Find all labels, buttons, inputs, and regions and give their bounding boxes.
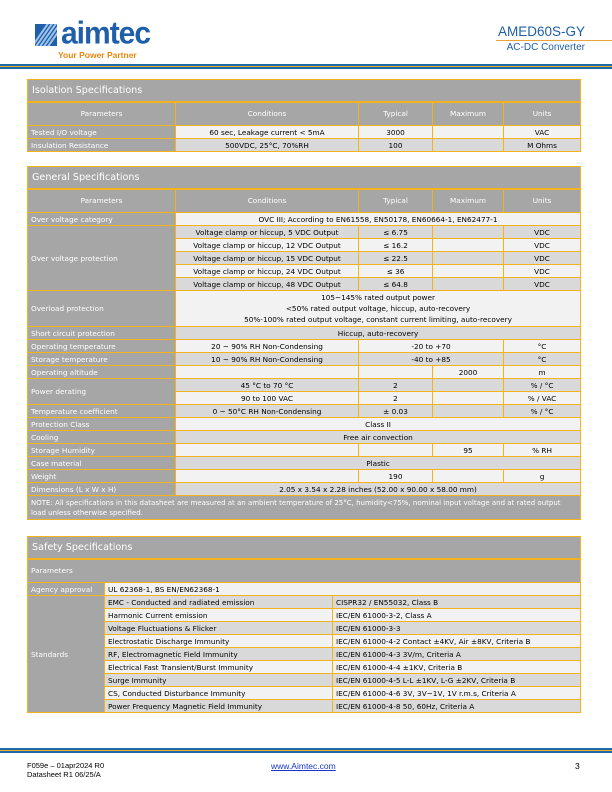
maximum-cell	[433, 265, 504, 278]
test-cell: Voltage Fluctuations & Flicker	[105, 622, 333, 635]
maximum-cell	[433, 126, 504, 139]
maximum-cell	[433, 278, 504, 291]
table-row	[28, 405, 581, 418]
table-row	[28, 700, 581, 713]
param-label: Cooling	[28, 431, 176, 444]
overload-line: 105~145% rated output power	[321, 293, 435, 302]
typical-cell	[359, 366, 433, 379]
param-label: Temperature coefficient	[28, 405, 176, 418]
col-header-units: Units	[504, 102, 581, 126]
conditions-cell: Voltage clamp or hiccup, 48 VDC Output	[176, 278, 359, 291]
test-cell: Electrical Fast Transient/Burst Immunity	[105, 661, 333, 674]
typical-cell: ≤ 6.75	[359, 226, 433, 239]
maximum-cell: 2000	[433, 366, 504, 379]
test-cell: Electrostatic Discharge Immunity	[105, 635, 333, 648]
website-link[interactable]: www.Aimtec.com	[271, 761, 336, 771]
units-cell: °C	[504, 340, 581, 353]
units-cell: °C	[504, 353, 581, 366]
footer-doc-info	[27, 761, 104, 779]
typical-cell: ± 0.03	[359, 405, 433, 418]
table-row	[28, 291, 581, 327]
test-cell: RF, Electromagnetic Field Immunity	[105, 648, 333, 661]
col-header-maximum: Maximum	[433, 102, 504, 126]
conditions-cell: 500VDC, 25°C, 70%RH	[176, 139, 359, 152]
footer-rule	[0, 748, 612, 754]
col-header-maximum: Maximum	[433, 189, 504, 213]
table-row	[28, 457, 581, 470]
conditions-cell: 10 ~ 90% RH Non-Condensing	[176, 353, 359, 366]
table-row	[28, 340, 581, 353]
test-cell: EMC - Conducted and radiated emission	[105, 596, 333, 609]
maximum-cell	[433, 379, 504, 392]
col-header-conditions: Conditions	[176, 189, 359, 213]
table-row	[28, 379, 581, 392]
conditions-cell: 20 ~ 90% RH Non-Condensing	[176, 340, 359, 353]
maximum-cell	[433, 226, 504, 239]
form-code: F059e – 01apr2024 R0	[27, 761, 105, 770]
table-row	[28, 687, 581, 700]
maximum-cell: 95	[433, 444, 504, 457]
typical-cell: 3000	[359, 126, 433, 139]
maximum-cell	[433, 139, 504, 152]
safety-specs-table	[27, 536, 581, 713]
param-label: Insulation Resistance	[28, 139, 176, 152]
conditions-cell	[176, 470, 359, 483]
standard-cell: IEC/EN 61000-3-2, Class A	[333, 609, 581, 622]
table-row	[28, 444, 581, 457]
param-label: Overload protection	[28, 291, 176, 327]
conditions-cell: 60 sec, Leakage current < 5mA	[176, 126, 359, 139]
conditions-cell: Voltage clamp or hiccup, 12 VDC Output	[176, 239, 359, 252]
maximum-cell	[433, 470, 504, 483]
conditions-cell: Voltage clamp or hiccup, 5 VDC Output	[176, 226, 359, 239]
table-row	[28, 674, 581, 687]
table-row	[28, 470, 581, 483]
table-row	[28, 126, 581, 139]
test-cell: CS, Conducted Disturbance Immunity	[105, 687, 333, 700]
conditions-cell	[176, 366, 359, 379]
typical-cell: 100	[359, 139, 433, 152]
table-row	[28, 366, 581, 379]
param-label: Tested I/O voltage	[28, 126, 176, 139]
value-cell: Class II	[176, 418, 581, 431]
overload-value-cell	[176, 291, 581, 327]
col-header-units: Units	[504, 189, 581, 213]
header-rule	[0, 64, 612, 70]
param-label: Power derating	[28, 379, 176, 405]
overload-line: 50%-100% rated output voltage, constant current limiting, auto-recovery	[244, 315, 512, 324]
table-row	[28, 596, 581, 609]
units-cell: VDC	[504, 239, 581, 252]
units-cell: % / °C	[504, 405, 581, 418]
table-row	[28, 353, 581, 366]
typical-cell: ≤ 22.5	[359, 252, 433, 265]
value-cell: OVC III; According to EN61558, EN50178, EN60664-1, EN62477-1	[176, 213, 581, 226]
value-cell: Plastic	[176, 457, 581, 470]
typical-cell: ≤ 64.8	[359, 278, 433, 291]
maximum-cell	[433, 392, 504, 405]
standard-cell: CISPR32 / EN55032, Class B	[333, 596, 581, 609]
section-title: Isolation Specifications	[28, 80, 581, 102]
conditions-cell: Voltage clamp or hiccup, 15 VDC Output	[176, 252, 359, 265]
range-cell: -20 to +70	[359, 340, 504, 353]
table-row	[28, 483, 581, 496]
param-label: Over voltage category	[28, 213, 176, 226]
conditions-cell: 90 to 100 VAC	[176, 392, 359, 405]
test-cell: Harmonic Current emission	[105, 609, 333, 622]
page-number: 3	[575, 761, 580, 771]
section-title: General Specifications	[28, 167, 581, 189]
conditions-cell: 0 ~ 50°C RH Non-Condensing	[176, 405, 359, 418]
units-cell: % / °C	[504, 379, 581, 392]
typical-cell: ≤ 16.2	[359, 239, 433, 252]
test-cell: Surge Immunity	[105, 674, 333, 687]
units-cell: VDC	[504, 278, 581, 291]
datasheet-revision: Datasheet R1 06/25/A	[27, 770, 101, 779]
table-row	[28, 431, 581, 444]
value-cell: UL 62368-1, BS EN/EN62368-1	[105, 583, 581, 596]
table-row	[28, 648, 581, 661]
table-row	[28, 635, 581, 648]
col-header-conditions: Conditions	[176, 102, 359, 126]
param-label: Protection Class	[28, 418, 176, 431]
units-cell: M Ohms	[504, 139, 581, 152]
logo-tagline: Your Power Partner	[58, 50, 137, 60]
units-cell: % RH	[504, 444, 581, 457]
col-header-typical: Typical	[359, 189, 433, 213]
standard-cell: IEC/EN 61000-3-3	[333, 622, 581, 635]
table-row	[28, 609, 581, 622]
param-label: Case material	[28, 457, 176, 470]
standard-cell: IEC/EN 61000-4-4 ±1KV, Criteria B	[333, 661, 581, 674]
logo-mark-icon	[35, 24, 57, 46]
value-cell: Hiccup, auto-recovery	[176, 327, 581, 340]
standard-cell: IEC/EN 61000-4-2 Contact ±4KV, Air ±8KV, Criteria B	[333, 635, 581, 648]
param-label: Over voltage protection	[28, 226, 176, 291]
units-cell: VDC	[504, 226, 581, 239]
maximum-cell	[433, 405, 504, 418]
param-label: Operating temperature	[28, 340, 176, 353]
conditions-cell: 45 °C to 70 °C	[176, 379, 359, 392]
maximum-cell	[433, 252, 504, 265]
typical-cell: 2	[359, 392, 433, 405]
units-cell: VDC	[504, 265, 581, 278]
general-specs-table	[27, 166, 581, 520]
standard-cell: IEC/EN 61000-4-8 50, 60Hz, Criteria A	[333, 700, 581, 713]
test-cell: Power Frequency Magnetic Field Immunity	[105, 700, 333, 713]
units-cell: % / VAC	[504, 392, 581, 405]
standard-cell: IEC/EN 61000-4-3 3V/m, Criteria A	[333, 648, 581, 661]
product-title: AMED60S-GY	[497, 24, 585, 39]
table-row	[28, 327, 581, 340]
table-row	[28, 213, 581, 226]
maximum-cell	[433, 239, 504, 252]
range-cell: -40 to +85	[359, 353, 504, 366]
col-header-parameters: Parameters	[28, 189, 176, 213]
title-divider	[496, 40, 612, 41]
conditions-cell: Voltage clamp or hiccup, 24 VDC Output	[176, 265, 359, 278]
typical-cell: 190	[359, 470, 433, 483]
units-cell: g	[504, 470, 581, 483]
product-subtitle: AC-DC Converter	[506, 42, 585, 53]
section-title: Safety Specifications	[28, 537, 581, 559]
param-label: Agency approval	[28, 583, 105, 596]
table-row	[28, 226, 581, 239]
overload-line: <50% rated output voltage, hiccup, auto-recovery	[285, 304, 471, 313]
isolation-specs-table	[27, 79, 581, 152]
aimtec-logo	[35, 16, 165, 64]
conditions-cell	[176, 444, 359, 457]
col-header-parameters: Parameters	[28, 559, 581, 583]
param-label: Weight	[28, 470, 176, 483]
table-row	[28, 661, 581, 674]
table-row	[28, 622, 581, 635]
col-header-parameters: Parameters	[28, 102, 176, 126]
typical-cell: ≤ 36	[359, 265, 433, 278]
logo-wordmark: aimtec	[61, 16, 151, 51]
value-cell: 2.05 x 3.54 x 2.28 inches (52.00 x 90.00 x 58.00 mm)	[176, 483, 581, 496]
typical-cell: 2	[359, 379, 433, 392]
param-label: Standards	[28, 596, 105, 713]
units-cell: VAC	[504, 126, 581, 139]
value-cell: Free air convection	[176, 431, 581, 444]
param-label: Short circuit protection	[28, 327, 176, 340]
units-cell: m	[504, 366, 581, 379]
standard-cell: IEC/EN 61000-4-5 L-L ±1KV, L-G ±2KV, Criteria B	[333, 674, 581, 687]
table-row	[28, 139, 581, 152]
param-label: Dimensions (L x W x H)	[28, 483, 176, 496]
col-header-typical: Typical	[359, 102, 433, 126]
typical-cell	[359, 444, 433, 457]
table-row	[28, 583, 581, 596]
units-cell: VDC	[504, 252, 581, 265]
table-row	[28, 418, 581, 431]
param-label: Operating altitude	[28, 366, 176, 379]
standard-cell: IEC/EN 61000-4-6 3V, 3V~1V, 1V r.m.s, Criteria A	[333, 687, 581, 700]
specs-note: NOTE: All specifications in this datasheet are measured at an ambient temperature of 25°C, humidity<75%, nominal input voltage and at rated output load unless otherwise specified.	[28, 496, 581, 520]
param-label: Storage temperature	[28, 353, 176, 366]
param-label: Storage Humidity	[28, 444, 176, 457]
